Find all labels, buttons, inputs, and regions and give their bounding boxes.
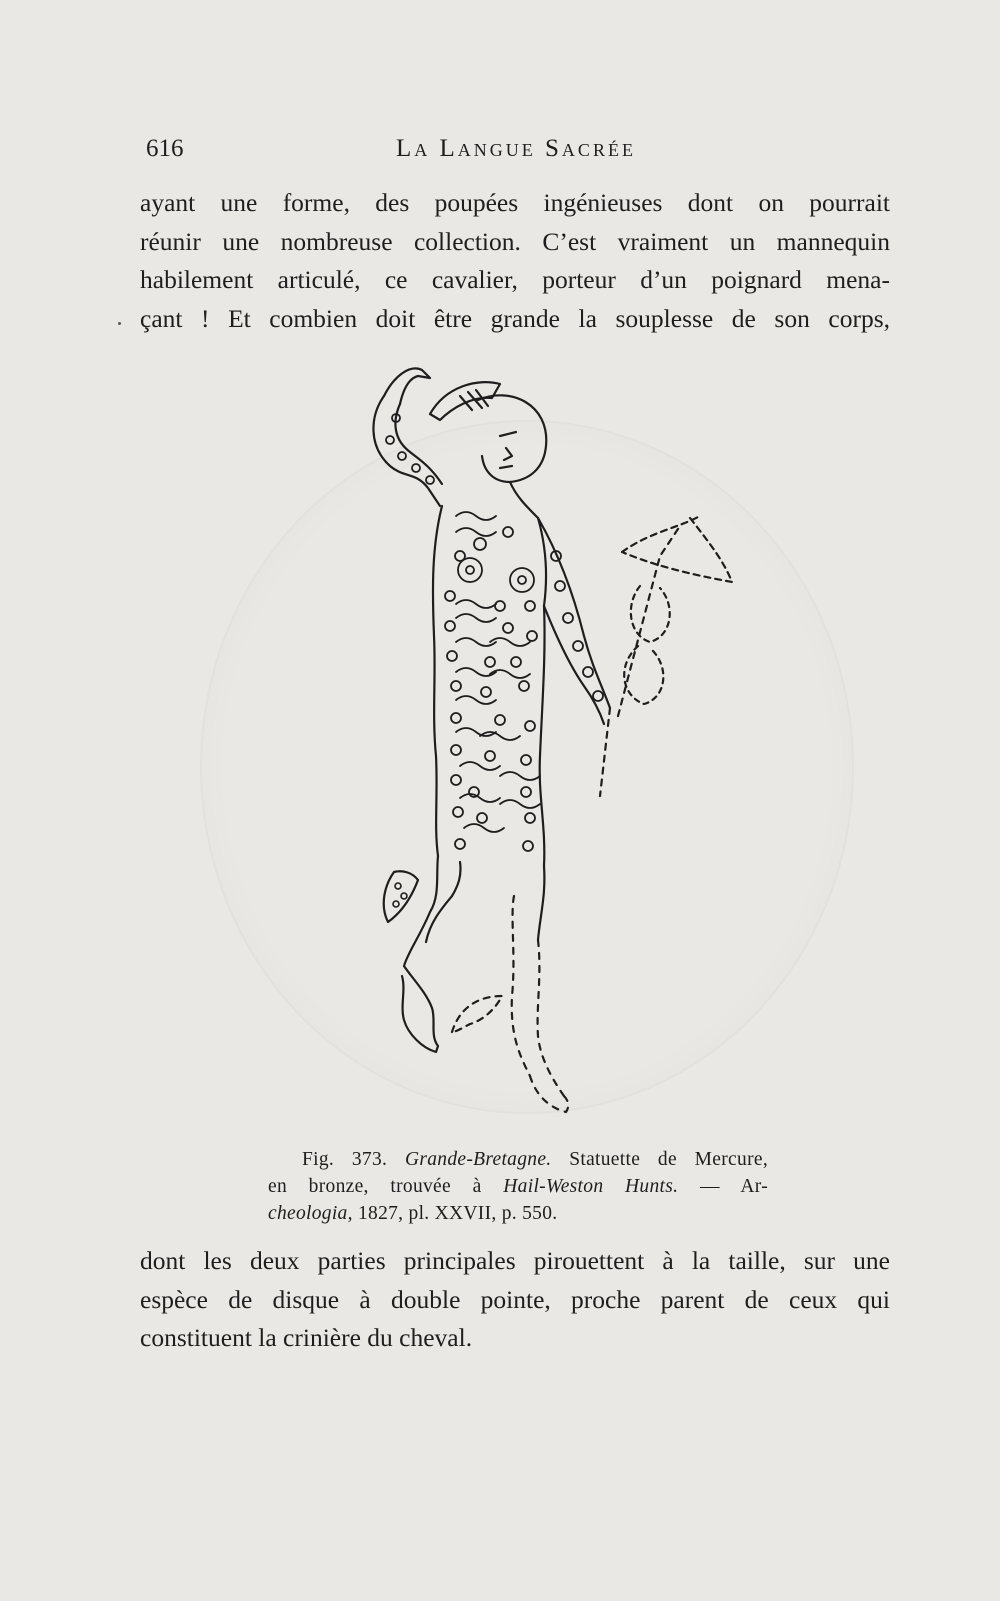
paragraph-top (140, 184, 890, 338)
caduceus-staff (618, 526, 680, 716)
paragraph-bottom (140, 1242, 890, 1358)
page-header (146, 135, 891, 169)
figure-label: Fig. 373. (302, 1149, 388, 1170)
right-leg-solid (538, 866, 544, 940)
right-leg-dashed (512, 896, 564, 1096)
caption-source: cheologia, (268, 1203, 353, 1224)
caption-text: en bronze, trouvée à (268, 1176, 482, 1197)
text-line: espèce de disque à double pointe, proche parent de ceux qui (140, 1284, 890, 1314)
text-line: constituent la crinière du cheval. (140, 1323, 473, 1352)
caduceus-handle (600, 708, 610, 796)
text-line: ayant une forme, des poupées ingénieuses dont on pourrait (140, 188, 890, 217)
text-line: réunir une nombreuse collection. C’est vraiment un mannequin (140, 226, 890, 256)
text-line: dont les deux parties principales pirouettent à la taille, sur une (140, 1246, 890, 1275)
page-number: 616 (146, 135, 184, 162)
right-arm-inner (544, 606, 604, 724)
figure-caption (268, 1146, 768, 1227)
caption-findspot: Hail-Weston Hunts. (503, 1176, 679, 1197)
text-line: habilement articulé, ce cavalier, porteur d’un poignard mena- (140, 265, 890, 294)
caption-line-1 (268, 1146, 768, 1173)
caption-line-3 (268, 1200, 768, 1227)
left-leg (402, 856, 438, 1052)
figure-description: Statuette de Mercure, (569, 1149, 768, 1170)
caption-text: — Ar- (700, 1176, 768, 1197)
helmet-lines (460, 390, 488, 410)
caption-line-2 (268, 1173, 768, 1200)
caduceus-coil (624, 586, 670, 704)
margin-mark (118, 322, 121, 325)
left-leg-inner (426, 862, 461, 942)
running-title: La Langue Sacrée (396, 135, 636, 162)
torso-left (433, 506, 442, 856)
text-line: çant ! Et combien doit être grande la souplesse de son corps, (140, 303, 890, 333)
body-wave-pattern (456, 512, 540, 832)
back-wing-dashed (452, 996, 502, 1032)
mercury-statuette-drawing (360, 356, 760, 1136)
face-features (500, 432, 516, 468)
caduceus-wings (622, 516, 732, 582)
head-outline (478, 395, 546, 482)
figure-place: Grande-Bretagne. (404, 1149, 552, 1170)
serpent-head (384, 368, 430, 404)
caption-reference: 1827, pl. XXVII, p. 550. (357, 1203, 558, 1224)
right-arm-outer (538, 518, 610, 708)
